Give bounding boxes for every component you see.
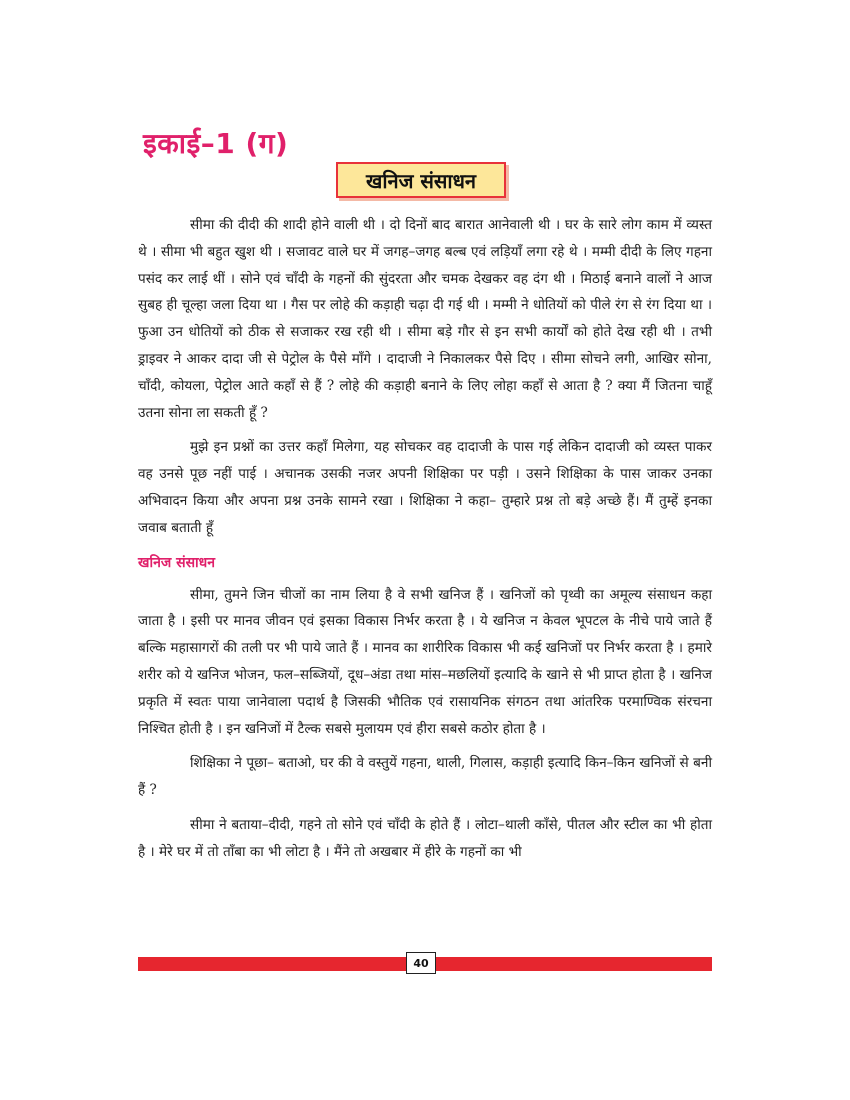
paragraph-main-3: सीमा ने बताया–दीदी, गहने तो सोने एवं चाँदी के होते हैं । लोटा–थाली काँसे, पीतल और स्टील का भी होता है । मेरे घर में तो ताँबा का भी लोटा है । मैंने तो अखबार में हीरे के गहनों का भी [138, 816, 712, 860]
paragraph-main-1: सीमा, तुमने जिन चीजों का नाम लिया है वे सभी खनिज हैं । खनिजों को पृथ्वी का अमूल्य संसाधन कहा जाता है । इसी पर मानव जीवन एवं इसका विकास निर्भर करता है । ये खनिज न केवल भूपटल के नीचे पाये जाते हैं बल्कि महासागरों की तली पर भी पाये जाते हैं । मानव का शारीरिक विकास भी कई खनिजों पर निर्भर करता है । हमारे शरीर को ये खनिज भोजन, फल–सब्जियों, दूध–अंडा तथा मांस–मछलियों इत्यादि के खाने से भी प्राप्त होता है । खनिज प्रकृति में स्वतः पाया जानेवाला पदार्थ है जिसकी भौतिक एवं रासायनिक संगठन तथा आंतरिक परमाण्विक संरचना निश्चित होती है । इन खनिजों में टैल्क सबसे मुलायम एवं हीरा सबसे कठोर होता है । [138, 586, 712, 737]
chapter-title [336, 162, 506, 198]
paragraph-main-2: शिक्षिका ने पूछा– बताओ, घर की वे वस्तुयें गहना, थाली, गिलास, कड़ाही इत्यादि किन–किन खनिजों से बनी हैं ? [138, 755, 712, 799]
page-body [138, 212, 712, 874]
unit-label: इकाई–1 (ग) [143, 127, 289, 160]
paragraph-intro-1: सीमा की दीदी की शादी होने वाली थी । दो दिनों बाद बारात आनेवाली थी । घर के सारे लोग काम में व्यस्त थे । सीमा भी बहुत खुश थी । सजावट वाले घर में जगह–जगह बल्ब एवं लड़ियाँ लगा रहे थे । मम्मी दीदी के लिए गहना पसंद कर लाई थीं । सोने एवं चाँदी के गहनों की सुंदरता और चमक देखकर वह दंग थी । मिठाई बनाने वालों ने आज सुबह ही चूल्हा जला दिया था । गैस पर लोहे की कड़ाही चढ़ा दी गई थी । मम्मी ने धोतियों को पीले रंग से रंग दिया था । फुआ उन धोतियों को ठीक से सजाकर रख रही थी । सीमा बड़े गौर से इन सभी कार्यों को होते देख रही थी । तभी ड्राइवर ने आकर दादा जी से पेट्रोल के पैसे माँगे । दादाजी ने निकालकर पैसे दिए । सीमा सोचने लगी, आखिर सोना, चाँदी, कोयला, पेट्रोल आते कहाँ से हैं ? लोहे की कड़ाही बनाने के लिए लोहा कहाँ से आता है ? क्या मैं जितना चाहूँ उतना सोना ला सकती हूँ ? [138, 217, 712, 421]
paragraph-intro-2: मुझे इन प्रश्नों का उत्तर कहाँ मिलेगा, यह सोचकर वह दादाजी के पास गई लेकिन दादाजी को व्यस्त पाकर वह उनसे पूछ नहीं पाई । अचानक उसकी नजर अपनी शिक्षिका पर पड़ी । उसने शिक्षिका के पास जाकर उनका अभिवादन किया और अपना प्रश्न उनके सामने रखा । शिक्षिका ने कहा– तुम्हारे प्रश्न तो बड़े अच्छे हैं। मैं तुम्हें इनका जवाब बताती हूँ [138, 439, 712, 536]
section-heading: खनिज संसाधन [138, 554, 216, 571]
chapter-title-text: खनिज संसाधन [365, 168, 477, 193]
page-number: 40 [406, 952, 436, 974]
